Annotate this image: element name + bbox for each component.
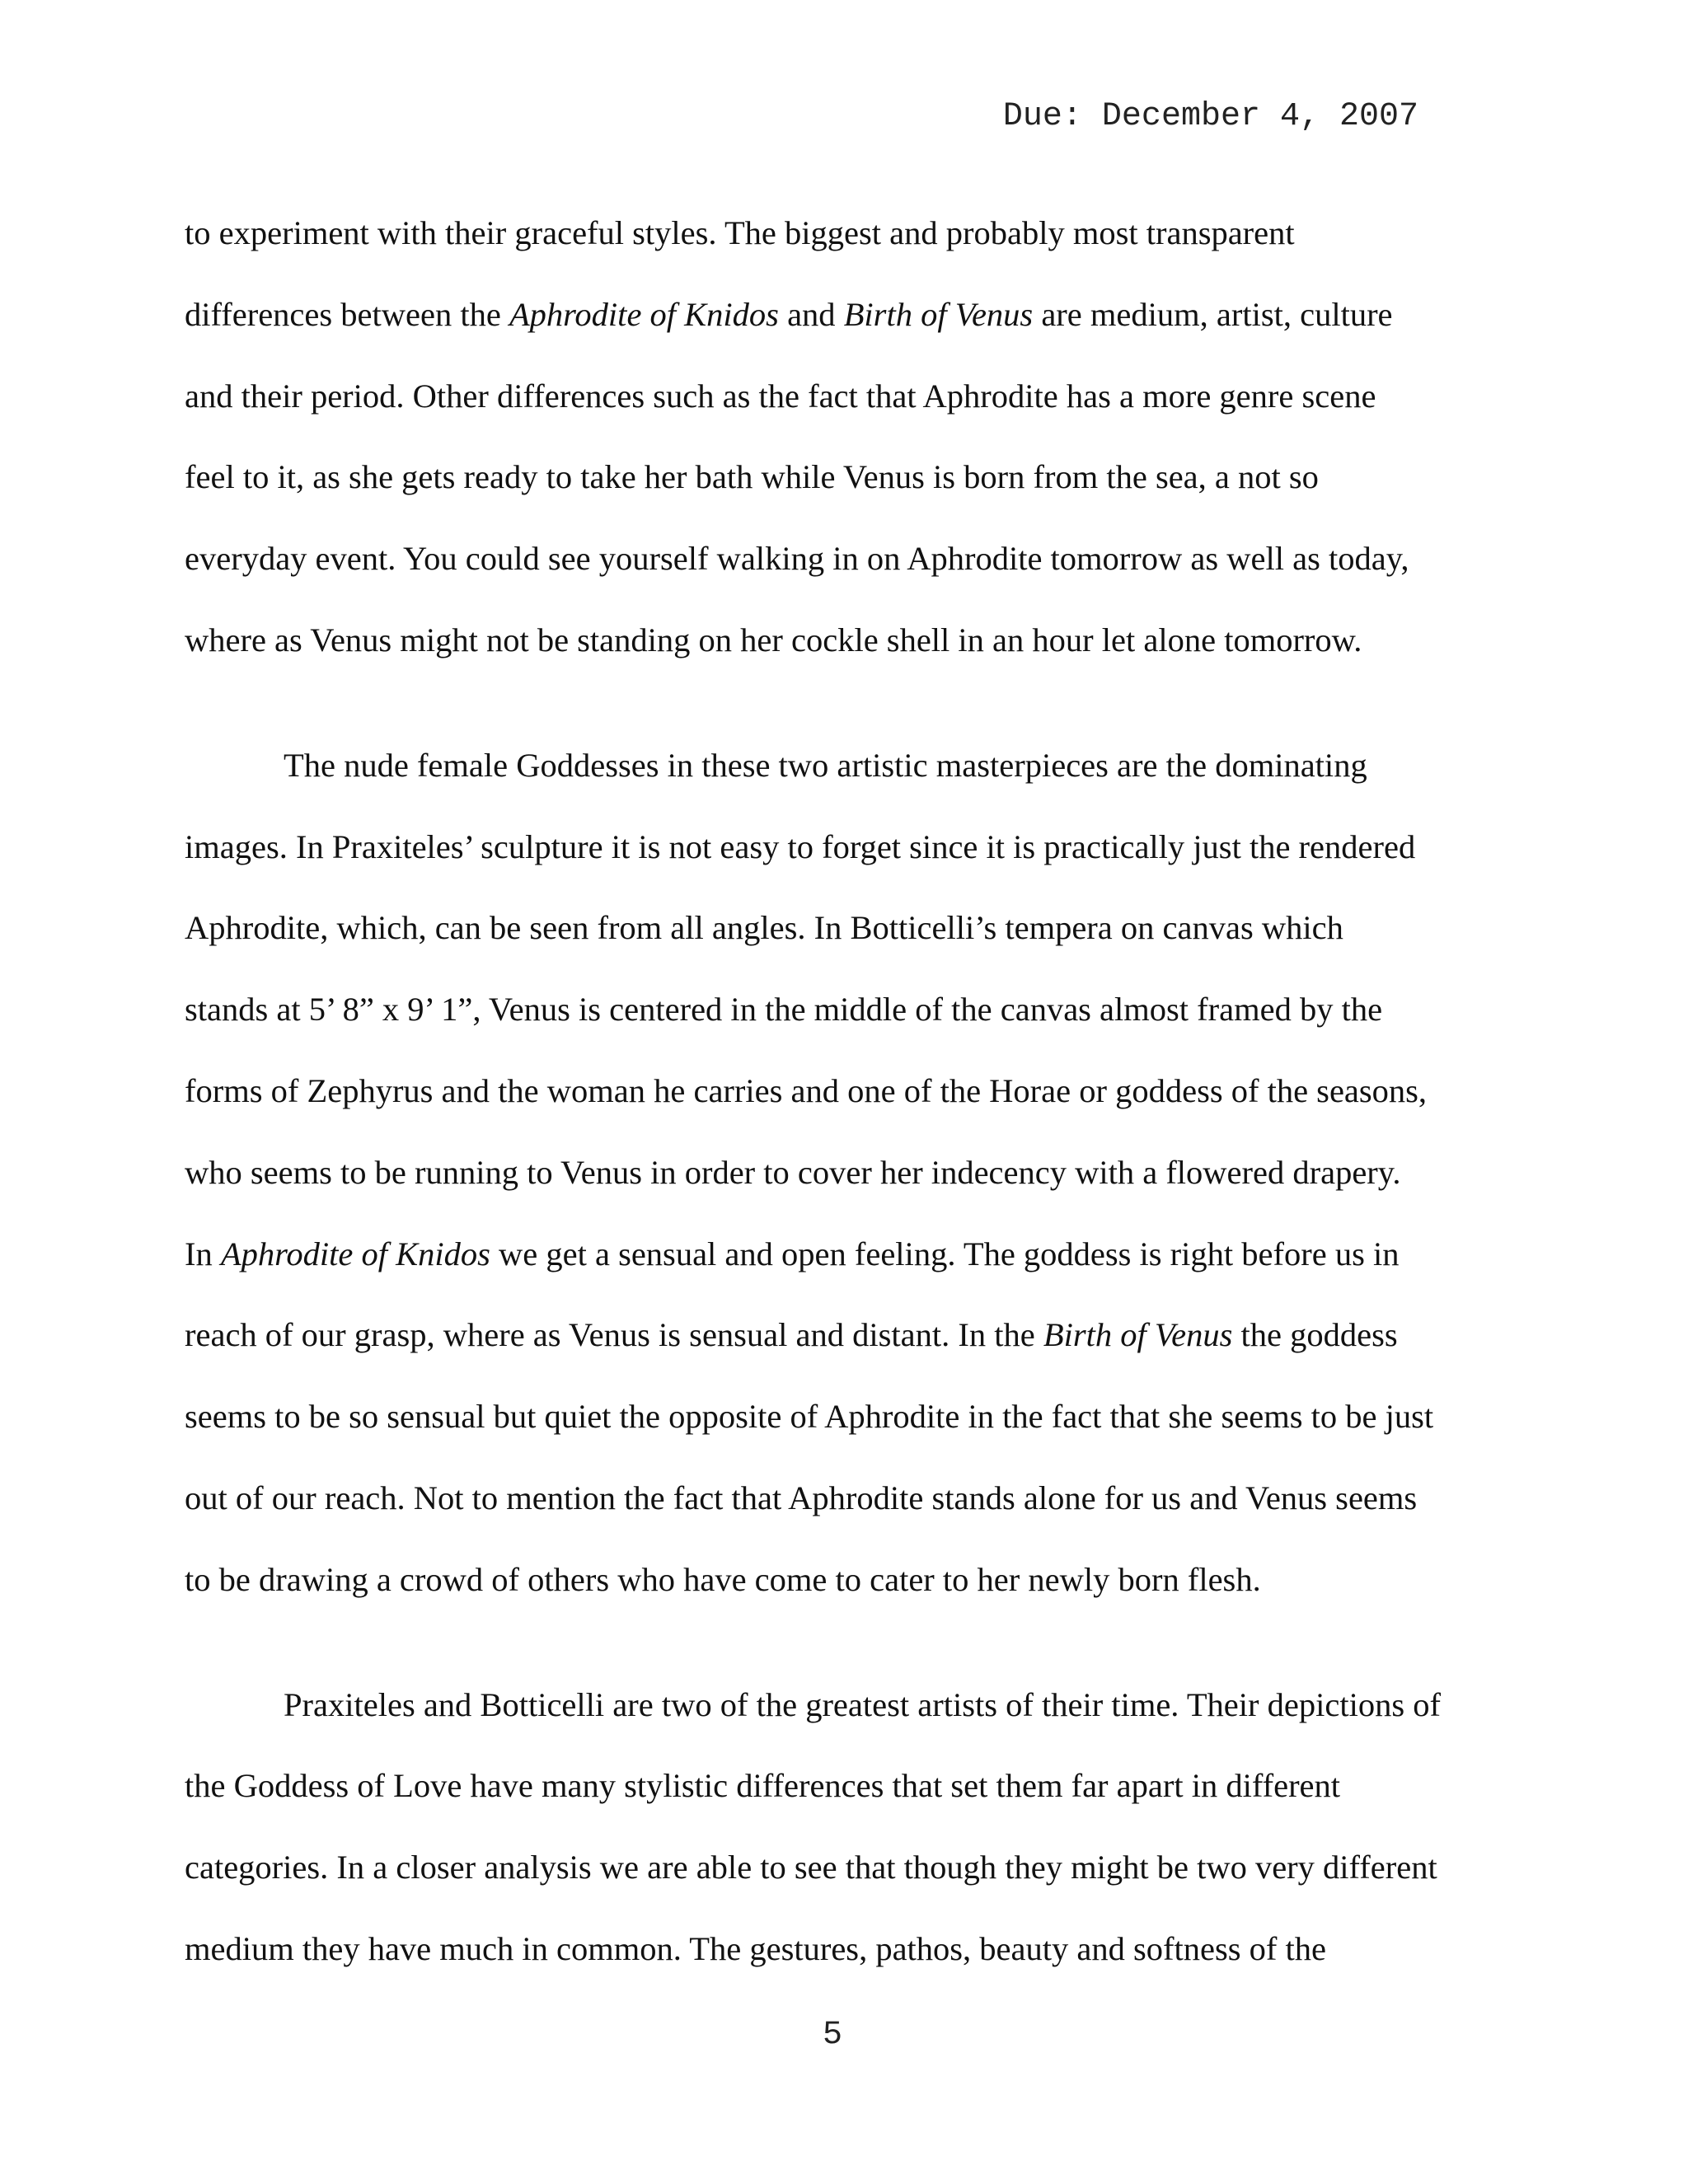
text-line	[185, 437, 1512, 518]
text-line	[185, 1665, 1512, 1746]
text-run: feel to it, as she gets ready to take her bath while Venus is born from the sea, a not so	[185, 458, 1319, 496]
italic-title: Birth of Venus	[1043, 1316, 1233, 1354]
paragraph	[185, 1665, 1512, 1990]
due-date-header: Due: December 4, 2007	[1002, 98, 1418, 135]
text-line	[185, 274, 1512, 356]
italic-title: Aphrodite of Knidos	[220, 1235, 490, 1272]
text-run: out of our reach. Not to mention the fact that Aphrodite stands alone for us and Venus seems	[185, 1479, 1418, 1516]
text-line	[185, 193, 1512, 274]
italic-title: Aphrodite of Knidos	[509, 295, 779, 333]
text-line	[185, 1295, 1512, 1376]
text-run: Aphrodite, which, can be seen from all angles. In Botticelli’s tempera on canvas which	[185, 909, 1343, 947]
text-run: categories. In a closer analysis we are able to see that though they might be two very different	[185, 1849, 1437, 1886]
text-run: reach of our grasp, where as Venus is sensual and distant. In the	[185, 1316, 1043, 1354]
text-run: and	[778, 295, 844, 333]
text-run: who seems to be running to Venus in order to cover her indecency with a flowered drapery.	[185, 1153, 1401, 1191]
text-line	[185, 1909, 1512, 1990]
text-line	[185, 356, 1512, 438]
text-run: medium they have much in common. The gestures, pathos, beauty and softness of the	[185, 1929, 1326, 1967]
text-line	[185, 518, 1512, 600]
text-line	[185, 1132, 1512, 1214]
paragraph	[185, 725, 1512, 1621]
text-line	[185, 1540, 1512, 1621]
text-line	[185, 1051, 1512, 1132]
text-line	[185, 807, 1512, 888]
text-run: In	[185, 1235, 221, 1272]
text-line	[185, 725, 1512, 807]
text-run: Praxiteles and Botticelli are two of the greatest artists of their time. Their depictions of	[284, 1685, 1441, 1723]
text-run: and their period. Other differences such as the fact that Aphrodite has a more genre scene	[185, 377, 1376, 415]
paragraph	[185, 193, 1512, 682]
text-line	[185, 1376, 1512, 1458]
text-line	[185, 969, 1512, 1051]
italic-title: Birth of Venus	[843, 295, 1034, 333]
text-line	[185, 1214, 1512, 1296]
text-line	[185, 1827, 1512, 1909]
text-run: are medium, artist, culture	[1033, 295, 1393, 333]
essay-body	[185, 193, 1512, 1990]
text-run: forms of Zephyrus and the woman he carries and one of the Horae or goddess of the seasons,	[185, 1071, 1428, 1109]
text-run: seems to be so sensual but quiet the opposite of Aphrodite in the fact that she seems to be just	[185, 1398, 1434, 1436]
text-run: where as Venus might not be standing on her cockle shell in an hour let alone tomorrow.	[185, 621, 1362, 658]
text-run: differences between the	[185, 295, 509, 333]
text-run: stands at 5’ 8” x 9’ 1”, Venus is centered in the middle of the canvas almost framed by the	[185, 991, 1383, 1029]
text-run: the Goddess of Love have many stylistic differences that set them far apart in different	[185, 1767, 1341, 1805]
text-run: The nude female Goddesses in these two artistic masterpieces are the dominating	[284, 746, 1367, 784]
text-run: to be drawing a crowd of others who have come to cater to her newly born flesh.	[185, 1560, 1261, 1598]
text-run: we get a sensual and open feeling. The goddess is right before us in	[490, 1235, 1400, 1272]
text-run: to experiment with their graceful styles. The biggest and probably most transparent	[185, 214, 1295, 251]
page-number: 5	[822, 2017, 842, 2054]
text-line	[185, 1458, 1512, 1540]
text-line	[185, 888, 1512, 969]
text-run: images. In Praxiteles’ sculpture it is not easy to forget since it is practically just the rendered	[185, 827, 1416, 865]
text-line	[185, 1746, 1512, 1827]
text-line	[185, 600, 1512, 682]
text-run: everyday event. You could see yourself walking in on Aphrodite tomorrow as well as today,	[185, 540, 1409, 578]
text-run: the goddess	[1232, 1316, 1398, 1354]
